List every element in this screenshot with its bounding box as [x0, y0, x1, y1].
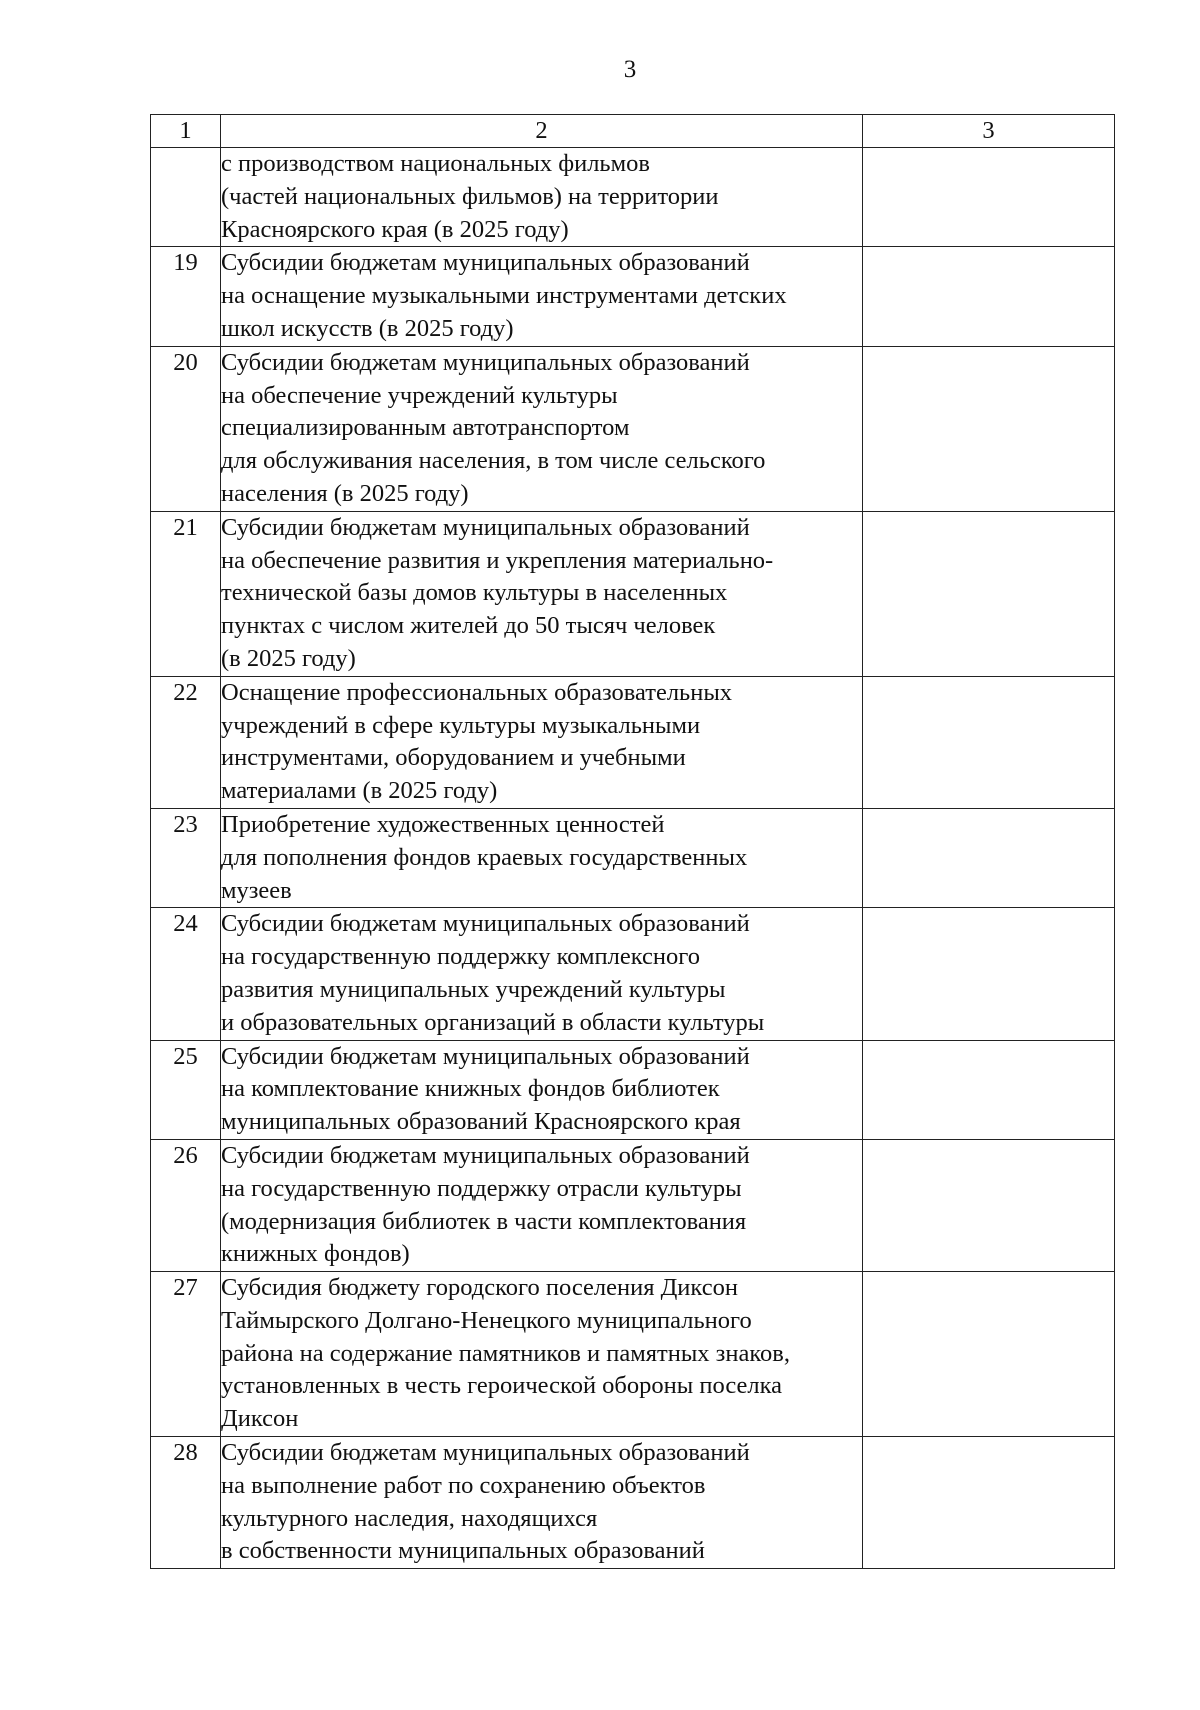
row-col3: [863, 1040, 1115, 1139]
description-line: материалами (в 2025 году): [221, 777, 498, 805]
description-line: Диксон: [221, 1405, 299, 1433]
table-row: [151, 1139, 1115, 1271]
description-line: Приобретение художественных ценностей: [221, 810, 665, 838]
description-line: в собственности муниципальных образований: [221, 1537, 705, 1565]
row-number: 26: [151, 1139, 221, 1271]
description-line: установленных в честь героической обороны поселка: [221, 1372, 782, 1400]
table-row: [151, 148, 1115, 247]
row-col3: [863, 808, 1115, 907]
table-row: [151, 808, 1115, 907]
description-line: на обеспечение учреждений культуры: [221, 381, 618, 409]
description-line: населения (в 2025 году): [221, 479, 469, 507]
row-number: 20: [151, 346, 221, 511]
table-row: [151, 346, 1115, 511]
row-col3: [863, 511, 1115, 676]
description-line: Субсидии бюджетам муниципальных образований: [221, 910, 750, 938]
subsidy-table: [150, 114, 1115, 1569]
row-col3: [863, 247, 1115, 346]
row-col3: [863, 1139, 1115, 1271]
table-row: [151, 676, 1115, 808]
row-description: [221, 346, 863, 511]
table-row: [151, 511, 1115, 676]
description-line: культурного наследия, находящихся: [221, 1504, 598, 1532]
row-description: [221, 1437, 863, 1569]
description-line: на государственную поддержку комплексного: [221, 943, 700, 971]
row-number: 24: [151, 908, 221, 1040]
row-col3: [863, 1272, 1115, 1437]
table-row: [151, 908, 1115, 1040]
description-line: (частей национальных фильмов) на территории: [221, 182, 719, 210]
row-col3: [863, 148, 1115, 247]
description-line: Субсидии бюджетам муниципальных образований: [221, 249, 750, 277]
row-description: [221, 1040, 863, 1139]
description-line: на выполнение работ по сохранению объектов: [221, 1471, 706, 1499]
row-number: 28: [151, 1437, 221, 1569]
description-line: Таймырского Долгано-Ненецкого муниципального: [221, 1306, 752, 1334]
description-line: Субсидии бюджетам муниципальных образований: [221, 1141, 750, 1169]
description-line: Субсидии бюджетам муниципальных образований: [221, 1439, 750, 1467]
description-line: на комплектование книжных фондов библиотек: [221, 1075, 720, 1103]
header-col-1: 1: [151, 115, 221, 148]
row-description: [221, 247, 863, 346]
description-line: на оснащение музыкальными инструментами детских: [221, 282, 787, 310]
row-number: 19: [151, 247, 221, 346]
description-line: на государственную поддержку отрасли культуры: [221, 1174, 742, 1202]
description-line: школ искусств (в 2025 году): [221, 314, 514, 342]
description-line: музеев: [221, 876, 292, 904]
table-row: [151, 1272, 1115, 1437]
description-line: (в 2025 году): [221, 644, 356, 672]
header-col-2: 2: [221, 115, 863, 148]
row-number: 25: [151, 1040, 221, 1139]
row-description: [221, 676, 863, 808]
table-header-row: [151, 115, 1115, 148]
description-line: учреждений в сфере культуры музыкальными: [221, 711, 701, 739]
description-line: технической базы домов культуры в населенных: [221, 579, 728, 607]
table-row: [151, 1040, 1115, 1139]
description-line: и образовательных организаций в области культуры: [221, 1008, 765, 1036]
row-number: 27: [151, 1272, 221, 1437]
table-body: [151, 148, 1115, 1569]
description-line: Красноярского края (в 2025 году): [221, 215, 569, 243]
description-line: муниципальных образований Красноярского края: [221, 1108, 741, 1136]
row-col3: [863, 346, 1115, 511]
description-line: специализированным автотранспортом: [221, 414, 630, 442]
row-description: [221, 908, 863, 1040]
row-col3: [863, 1437, 1115, 1569]
description-line: развития муниципальных учреждений культуры: [221, 975, 726, 1003]
header-col-3: 3: [863, 115, 1115, 148]
row-number: 21: [151, 511, 221, 676]
row-description: [221, 1139, 863, 1271]
description-line: на обеспечение развития и укрепления материально-: [221, 546, 774, 574]
row-col3: [863, 908, 1115, 1040]
description-line: Субсидии бюджетам муниципальных образований: [221, 513, 750, 541]
table-row: [151, 247, 1115, 346]
description-line: Субсидии бюджетам муниципальных образований: [221, 1042, 750, 1070]
description-line: для обслуживания населения, в том числе сельского: [221, 447, 766, 475]
row-number: 22: [151, 676, 221, 808]
table-row: [151, 1437, 1115, 1569]
row-description: [221, 148, 863, 247]
row-number: 23: [151, 808, 221, 907]
description-line: (модернизация библиотек в части комплектования: [221, 1207, 747, 1235]
description-line: Субсидии бюджетам муниципальных образований: [221, 348, 750, 376]
row-number: [151, 148, 221, 247]
description-line: пунктах с числом жителей до 50 тысяч человек: [221, 612, 716, 640]
description-line: для пополнения фондов краевых государственных: [221, 843, 748, 871]
row-col3: [863, 676, 1115, 808]
row-description: [221, 1272, 863, 1437]
description-line: района на содержание памятников и памятных знаков,: [221, 1339, 790, 1367]
row-description: [221, 511, 863, 676]
description-line: Субсидия бюджету городского поселения Диксон: [221, 1274, 738, 1302]
description-line: с производством национальных фильмов: [221, 150, 650, 177]
row-description: [221, 808, 863, 907]
description-line: Оснащение профессиональных образовательных: [221, 678, 733, 706]
description-line: инструментами, оборудованием и учебными: [221, 744, 686, 772]
description-line: книжных фондов): [221, 1240, 410, 1268]
page-number: 3: [623, 56, 637, 83]
